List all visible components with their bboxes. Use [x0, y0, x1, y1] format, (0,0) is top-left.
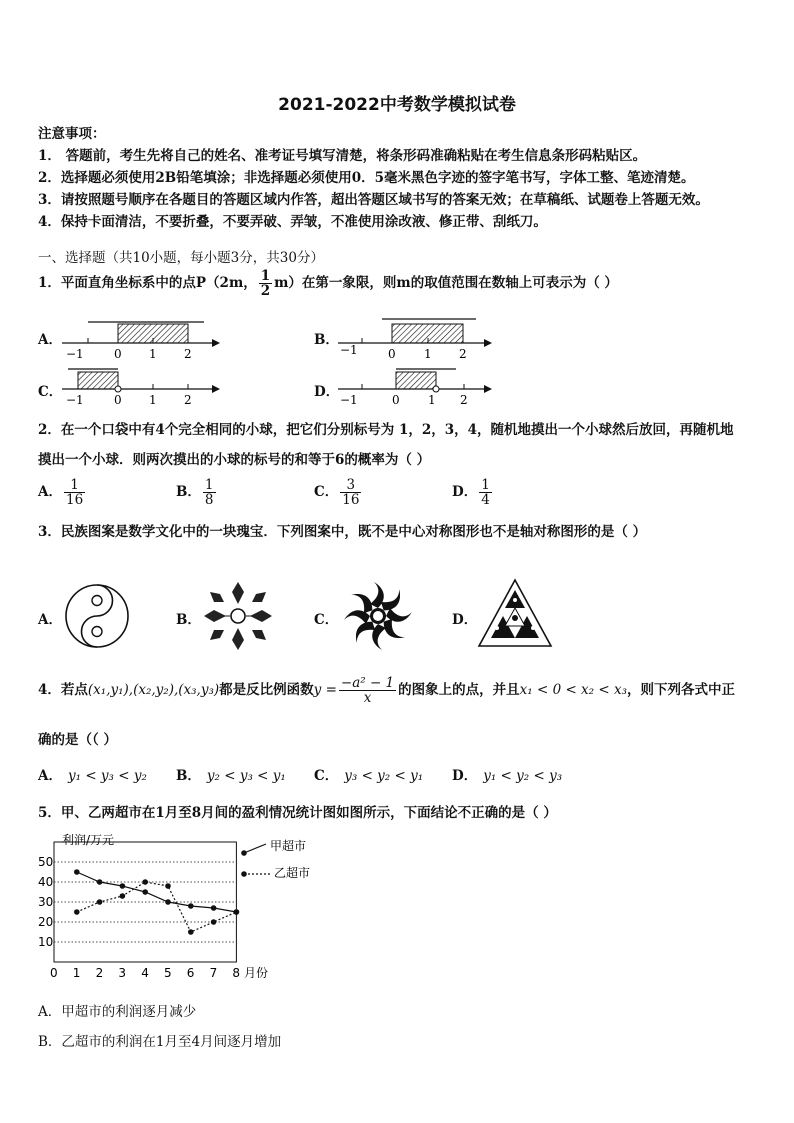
q1-numberline-b [338, 319, 492, 361]
data-point-jia [120, 883, 126, 889]
frac-den: 16 [342, 492, 360, 508]
y-tick-label: 50 [38, 855, 54, 869]
frac-den: 4 [481, 492, 490, 508]
legend-yi: 乙超市 [274, 866, 311, 880]
x-tick-label: 5 [164, 966, 172, 980]
q3-option-b-label[interactable]: B． [176, 612, 201, 628]
y-tick-label: 30 [38, 895, 54, 909]
option-expr: y₁ < y₃ < y₂ [67, 768, 147, 784]
q1-option-d-label[interactable]: D． [314, 384, 340, 400]
triangle-mosaic-pattern [479, 580, 551, 646]
question-3: 3．民族图案是数学文化中的一块瑰宝．下列图案中，既不是中心对称图形也不是轴对称图形的是（ ） [38, 524, 647, 540]
data-point-yi [188, 929, 194, 935]
question-2-line2: 摸出一个小球．则两次摸出的小球的标号的和等于6的概率为（ ） [38, 452, 431, 468]
q1-pre: 1．平面直角坐标系中的点P（2m， [38, 275, 257, 291]
question-4-line2: 确的是（（ ） [38, 732, 117, 748]
data-point-yi [97, 899, 103, 905]
q1-post: m）在第一象限，则m的取值范围在数轴上可表示为（ ） [274, 275, 618, 291]
data-point-jia [188, 903, 194, 909]
y-tick-label: 40 [38, 875, 54, 889]
q1-option-a-label[interactable]: A． [38, 332, 62, 348]
frac-num: −a² − 1 [340, 674, 395, 691]
q2-option-c[interactable] [314, 474, 363, 510]
tick-label: 1 [149, 347, 157, 361]
chart-xlabel: 月份 [244, 966, 269, 980]
data-point-yi [74, 909, 80, 915]
option-label: A． [38, 768, 62, 784]
frac-den: 8 [204, 492, 214, 508]
q1-number-lines [0, 0, 794, 420]
q3-option-a-label[interactable]: A． [38, 612, 62, 628]
q2-option-c-frac [340, 478, 361, 507]
q4-post: ，则下列各式中正 [627, 682, 736, 698]
notice-item-1: 1． 答题前，考生先将自己的姓名、准考证号填写清楚，将条形码准确粘贴在考生信息条形码粘贴区。 [38, 148, 647, 164]
tick-label: 2 [460, 393, 468, 407]
legend-jia: 甲超市 [270, 839, 307, 853]
tick-label: 1 [149, 393, 157, 407]
data-point-yi [165, 883, 171, 889]
q4-condition: x₁ < 0 < x₂ < x₃ [519, 682, 628, 698]
q2-option-a-label: A． [38, 484, 62, 500]
option-expr: y₂ < y₃ < y₁ [206, 768, 286, 784]
question-2-line1: 2．在一个口袋中有4个完全相同的小球，把它们分别标号为 1，2，3，4，随机地摸出一个小球然后放回，再随机地 [38, 422, 734, 438]
data-point-yi [211, 919, 217, 925]
q1-option-b-label[interactable]: B． [314, 332, 339, 348]
q3-patterns [0, 570, 794, 670]
x-tick-label: 8 [232, 966, 241, 980]
yin-yang-pattern [66, 585, 128, 647]
q2-option-c-label: C． [314, 484, 339, 500]
option-expr: y₁ < y₂ < y₃ [483, 768, 563, 784]
q2-option-d-label: D． [452, 484, 478, 500]
tick-label: 0 [388, 347, 396, 361]
tick-label: 2 [184, 347, 192, 361]
notice-item-3: 3．请按照题号顺序在各题目的答题区域内作答，超出答题区域书写的答案无效；在草稿纸、试题卷上答题无效。 [38, 192, 709, 208]
q2-option-d[interactable] [452, 474, 494, 510]
legend-line-jia [244, 844, 266, 853]
q1-frac-num: 1 [260, 267, 271, 284]
tick-label: 2 [459, 347, 467, 361]
q2-option-b-label: B． [176, 484, 201, 500]
q4-mid2: 的图象上的点，并且 [398, 682, 520, 698]
q1-numberline-a [62, 322, 220, 361]
tick-label: 0 [114, 347, 122, 361]
y-tick-label: 10 [38, 935, 54, 949]
data-point-jia [74, 869, 80, 875]
data-point-jia [142, 889, 148, 895]
frac-num: 1 [481, 476, 490, 493]
tick-label: −1 [66, 347, 84, 361]
q1-option-c-label[interactable]: C． [38, 384, 63, 400]
section-heading: 一、选择题（共10小题，每小题3分，共30分） [38, 250, 324, 266]
frac-den: 16 [65, 492, 84, 508]
q4-func-frac [339, 676, 396, 705]
q5-option-b[interactable]: B．乙超市的利润在1月至4月间逐月增加 [38, 1034, 282, 1050]
x-tick-label: 7 [209, 966, 218, 980]
q3-option-d-label[interactable]: D． [452, 612, 478, 628]
profit-line-chart [30, 826, 330, 986]
data-point-jia [97, 879, 103, 885]
q4-pre: 4．若点 [38, 682, 88, 698]
data-point-jia [165, 899, 171, 905]
x-tick-label: 0 [50, 966, 58, 980]
x-tick-label: 6 [186, 966, 195, 980]
q2-option-d-frac [479, 478, 492, 507]
tick-label: −1 [66, 393, 84, 407]
option-label: C． [314, 768, 339, 784]
page-title: 2021-2022中考数学模拟试卷 [278, 95, 516, 115]
frac-num: 1 [204, 476, 214, 493]
q4-option-a[interactable] [38, 764, 147, 784]
frac-num: 3 [340, 478, 361, 493]
x-tick-label: 4 [141, 966, 149, 980]
tick-label: −1 [340, 343, 358, 357]
x-tick-label: 2 [95, 966, 104, 980]
data-point-jia [211, 905, 217, 911]
frac-den: x [363, 690, 372, 706]
option-label: D． [452, 768, 478, 784]
q2-option-b-frac [203, 478, 216, 507]
tick-label: 0 [114, 393, 122, 407]
y-tick-label: 20 [38, 915, 54, 929]
q1-numberline-c [62, 369, 220, 407]
data-point-yi [120, 893, 126, 899]
option-expr: y₃ < y₂ < y₁ [344, 768, 424, 784]
notice-heading: 注意事项： [38, 126, 106, 142]
frac-num: 1 [64, 478, 85, 493]
ornament-pattern [204, 582, 272, 650]
q4-option-d[interactable] [452, 764, 562, 784]
option-label: B． [176, 768, 201, 784]
data-point-yi [234, 909, 240, 915]
pinwheel-pattern [344, 582, 412, 650]
tick-label: 1 [428, 393, 436, 407]
tick-label: 2 [184, 393, 192, 407]
q5-option-a[interactable]: A．甲超市的利润逐月减少 [38, 1004, 197, 1020]
question-5: 5．甲、乙两超市在1月至8月间的盈利情况统计图如图所示，下面结论不正确的是（ ） [38, 805, 557, 821]
notice-item-4: 4．保持卡面清洁，不要折叠，不要弄破、弄皱，不准使用涂改液、修正带、刮纸刀。 [38, 214, 547, 230]
q3-option-c-label[interactable]: C． [314, 612, 339, 628]
q4-option-c[interactable] [314, 764, 423, 784]
tick-label: −1 [340, 393, 358, 407]
q4-func-lhs: y = [313, 682, 337, 698]
q2-option-b[interactable] [176, 474, 218, 510]
tick-label: 1 [424, 347, 432, 361]
q1-frac-den: 2 [260, 283, 271, 299]
question-4 [38, 670, 735, 710]
x-tick-label: 1 [72, 966, 81, 980]
q2-option-a[interactable] [38, 474, 87, 510]
data-point-yi [142, 879, 148, 885]
q4-mid: 都是反比例函数 [219, 682, 314, 698]
tick-label: 0 [392, 393, 400, 407]
q4-option-b[interactable] [176, 764, 286, 784]
chart-ylabel: 利润/万元 [62, 833, 115, 847]
q1-numberline-d [338, 369, 492, 407]
x-tick-label: 3 [118, 966, 127, 980]
q2-option-a-frac [64, 478, 85, 507]
q4-points: (x₁,y₁),(x₂,y₂),(x₃,y₃) [87, 682, 220, 698]
notice-item-2: 2．选择题必须使用2B铅笔填涂；非选择题必须使用0．5毫米黑色字迹的签字笔书写，字体工整、笔迹清楚。 [38, 170, 695, 186]
